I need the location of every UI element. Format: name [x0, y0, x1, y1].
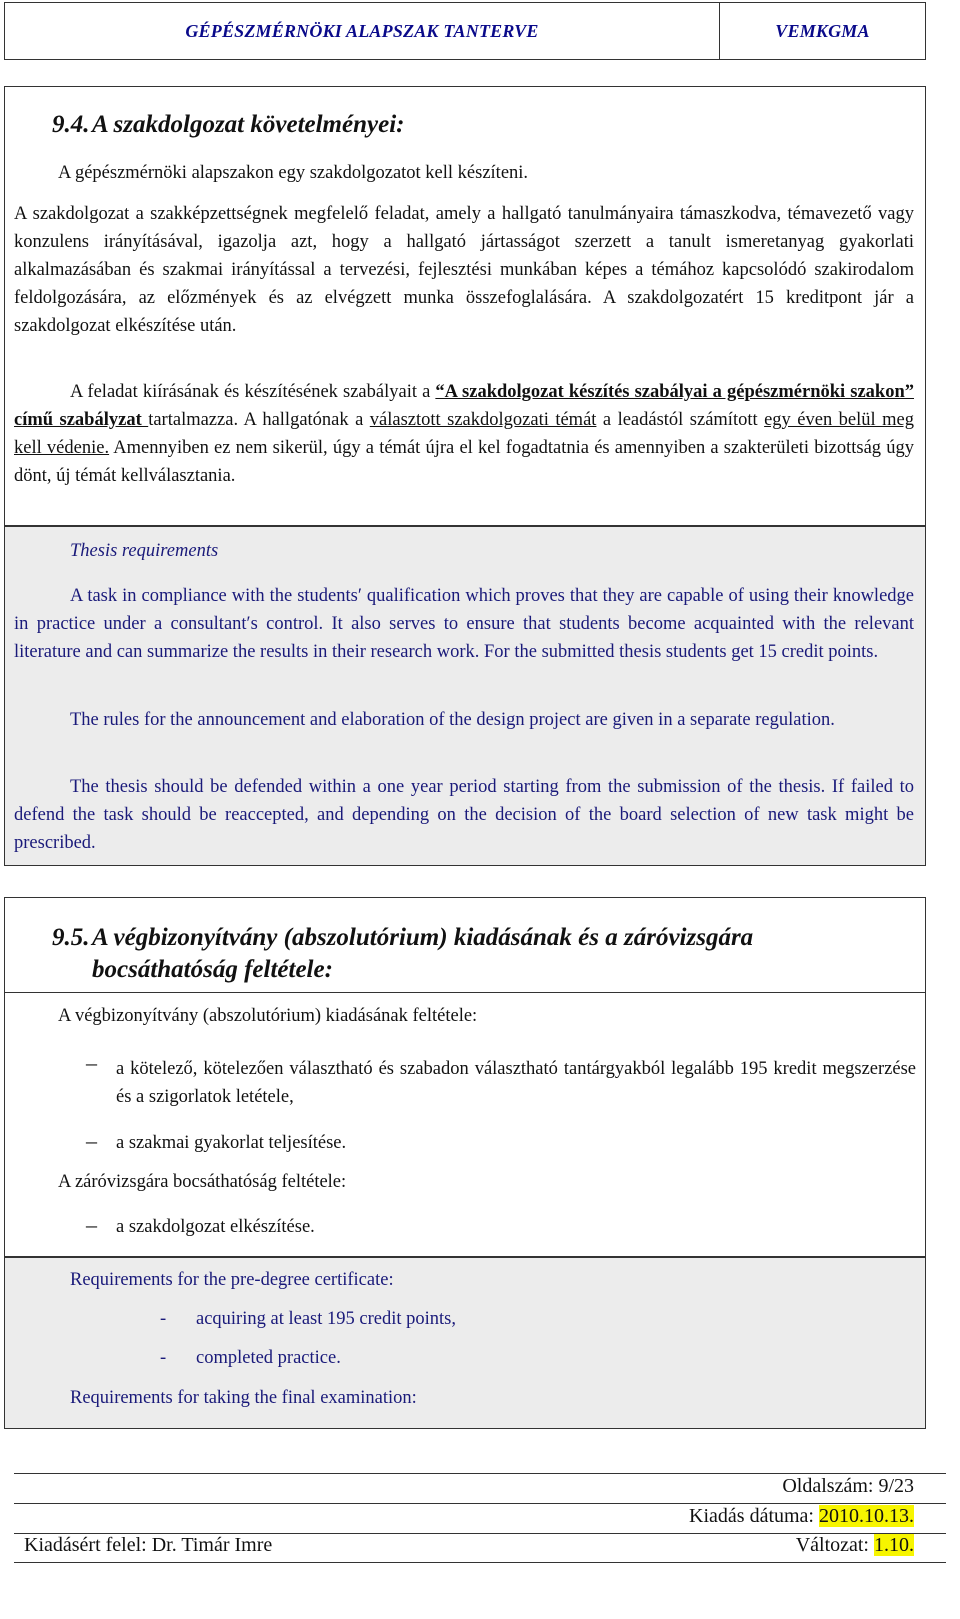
- footer-top-line: [14, 1473, 946, 1474]
- english-dash-2: -: [160, 1348, 167, 1368]
- english-certificate-requirements: Requirements for the pre-degree certificate:: [70, 1270, 394, 1290]
- footer-issue-date: Kiadás dátuma: 2010.10.13.: [689, 1505, 914, 1527]
- english-dash-1: -: [160, 1309, 167, 1329]
- exam-bullet-1: a szakdolgozat elkészítése.: [116, 1217, 315, 1237]
- certificate-bullet-2: a szakmai gyakorlat teljesítése.: [116, 1133, 347, 1153]
- english-item-2: completed practice.: [196, 1348, 341, 1368]
- footer-responsible: Kiadásért felel: Dr. Timár Imre: [24, 1534, 273, 1556]
- footer-page-number: Oldalszám: 9/23: [782, 1475, 914, 1497]
- issue-date-value: 2010.10.13.: [819, 1505, 914, 1527]
- section-9-4-intro: A gépészmérnöki alapszakon egy szakdolgozatot kell készíteni.: [58, 163, 529, 183]
- section-9-5-title-line-1: A végbizonyítvány (abszolutórium) kiadásának és a záróvizsgára: [92, 924, 754, 951]
- bullet-dash-2: –: [86, 1128, 97, 1153]
- exam-condition-label: A záróvizsgára bocsáthatóság feltétele:: [58, 1172, 347, 1192]
- footer-bottom-line: [14, 1562, 946, 1563]
- document-title: GÉPÉSZMÉRNÖKI ALAPSZAK TANTERVE: [185, 20, 539, 41]
- english-item-1: acquiring at least 195 credit points,: [196, 1309, 456, 1329]
- certificate-condition-label: A végbizonyítvány (abszolutórium) kiadásának feltétele:: [58, 1006, 478, 1026]
- footer-version: Változat: 1.10.: [795, 1534, 914, 1556]
- regulation-link[interactable]: “A szakdolgozat készítés szabályai a gépészmérnöki szakon” című szabályzat: [14, 382, 914, 430]
- english-9-4-heading: Thesis requirements: [70, 541, 219, 561]
- section-9-5-separator: [4, 992, 926, 993]
- english-9-4-paragraph-1: A task in compliance with the students′ qualification which proves that they are capable of using their knowledge in practice under a consultant′s control. It also serves to ensure that students become acquainted with the relevant literature and can summarize the results in their research work. For the submitted thesis students get 15 credit points.: [14, 586, 914, 662]
- bullet-dash-1: –: [86, 1050, 97, 1075]
- section-9-5-title-line-2: bocsáthatóság feltétele:: [92, 956, 333, 983]
- section-9-5-number: 9.5.: [52, 924, 90, 951]
- header-bar: [4, 2, 926, 60]
- section-9-4-paragraph-1: A szakdolgozat a szakképzettségnek megfelelő feladat, amely a hallgató tanulmányaira támaszkodva, témavezető vagy konzulens irányításával, igazolja azt, hogy a hallgató jártasságot szerzett a tanult ismeretanyag gyakorlati alkalmazásában és szakmai irányítással a tervezési, fejlesztési munkában képes a témához kapcsolódó szakirodalom feldolgozására, az előzmények és az elvégzett munka összefoglalására. A szakdolgozatért 15 kreditpont jár a szakdolgozat elkészítése után.: [14, 204, 914, 336]
- english-exam-requirements: Requirements for taking the final examination:: [70, 1388, 417, 1408]
- english-9-4-paragraph-2: The rules for the announcement and elaboration of the design project are given in a separate regulation.: [70, 710, 835, 730]
- section-9-4-title: A szakdolgozat követelményei:: [92, 111, 405, 138]
- section-9-4-paragraph-2: A feladat kiírásának és készítésének szabályait a “A szakdolgozat készítés szabályai a gépészmérnöki szakon” című szabályzat tartalmazza. A hallgatónak a választott szakdolgozati témát a leadástól számított egy éven belül meg kell védenie. Amennyiben ez nem sikerül, úgy a témát újra el kel fogadtatnia és amennyiben a szakterületi bizottság úgy dönt, új témát kellválasztania.: [14, 382, 914, 486]
- document-code: VEMKGMA: [775, 20, 870, 41]
- section-9-4-number: 9.4.: [52, 111, 90, 138]
- footer-line-2: [14, 1503, 946, 1504]
- english-9-4-paragraph-3: The thesis should be defended within a one year period starting from the submission of the thesis. If failed to defend the task should be reaccepted, and depending on the decision of the board selection of new task might be prescribed.: [14, 777, 914, 853]
- version-value: 1.10.: [874, 1534, 914, 1556]
- certificate-bullet-1: a kötelező, kötelezően választható és szabadon választható tantárgyakból legalább 195 kredit megszerzése és a szigorlatok letétele,: [116, 1059, 916, 1107]
- bullet-dash-3: –: [86, 1212, 97, 1237]
